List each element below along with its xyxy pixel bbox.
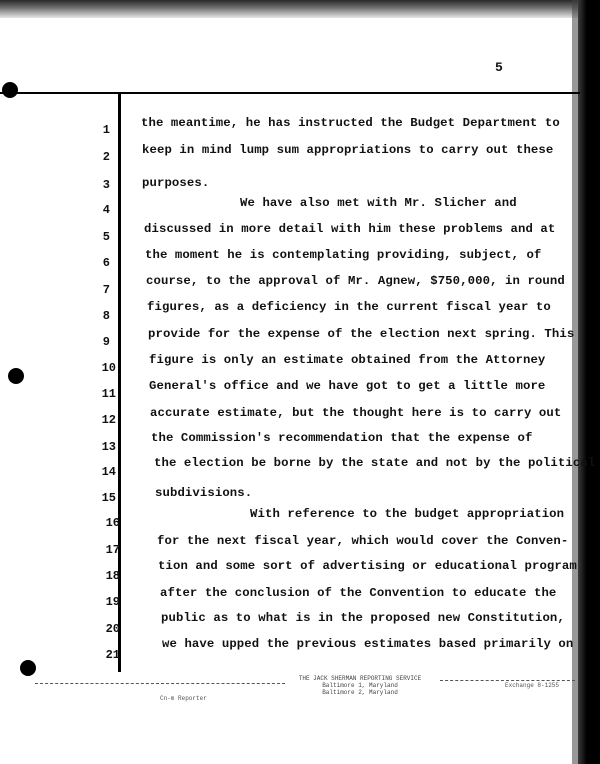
scan-top-edge [0, 0, 600, 18]
margin-rule [118, 92, 121, 672]
footer-phone: Exchange 8-1255 [505, 682, 560, 689]
line-number: 14 [101, 465, 116, 479]
text-line: the election be borne by the state and not by the political [154, 456, 596, 470]
line-number: 6 [102, 256, 110, 270]
text-line: the Commission's recommendation that the expense of [151, 431, 533, 445]
punch-hole-top [2, 82, 18, 98]
line-number: 11 [101, 387, 116, 401]
text-line: figures, as a deficiency in the current fiscal year to [147, 300, 551, 314]
text-line: purposes. [142, 176, 210, 190]
text-line: We have also met with Mr. Slicher and [240, 196, 517, 210]
text-line: General's office and we have got to get a little more [149, 379, 546, 393]
text-line: figure is only an estimate obtained from the Attorney [149, 353, 546, 367]
text-line: the moment he is contemplating providing, subject, of [145, 248, 542, 262]
footer-left-text: Cn-m Reporter [160, 695, 207, 702]
text-line: subdivisions. [155, 486, 253, 500]
page-number: 5 [495, 60, 503, 75]
line-number: 4 [102, 203, 110, 217]
line-number: 7 [102, 283, 110, 297]
text-line: course, to the approval of Mr. Agnew, $750,000, in round [146, 274, 565, 288]
line-number: 15 [101, 491, 116, 505]
line-number: 2 [102, 150, 110, 164]
line-number: 13 [101, 440, 116, 454]
scan-right-edge [578, 0, 600, 764]
text-line: public as to what is in the proposed new Constitution, [161, 611, 565, 625]
text-line: tion and some sort of advertising or educational program [158, 559, 577, 573]
footer-company: THE JACK SHERMAN REPORTING SERVICE [298, 675, 422, 682]
text-line: we have upped the previous estimates based primarily on [162, 637, 574, 651]
text-line: after the conclusion of the Convention to educate the [160, 586, 557, 600]
line-number: 10 [101, 361, 116, 375]
line-number: 17 [105, 543, 120, 557]
text-line: discussed in more detail with him these problems and at [144, 222, 556, 236]
punch-hole-middle [8, 368, 24, 384]
text-line: accurate estimate, but the thought here is to carry out [150, 406, 562, 420]
header-rule [0, 92, 580, 94]
punch-hole-bottom [20, 660, 36, 676]
footer-address-2: Baltimore 2, Maryland [322, 689, 398, 696]
text-line: the meantime, he has instructed the Budget Department to [141, 116, 560, 130]
text-line: for the next fiscal year, which would cover the Conven- [157, 534, 569, 548]
line-number: 3 [102, 178, 110, 192]
line-number: 5 [102, 230, 110, 244]
line-number: 18 [105, 569, 120, 583]
line-number: 12 [101, 413, 116, 427]
footer-address-1: Baltimore 1, Maryland [322, 682, 398, 689]
text-line: provide for the expense of the election next spring. This [148, 327, 575, 341]
text-line: keep in mind lump sum appropriations to carry out these [142, 143, 554, 157]
footer-rule-left [35, 683, 285, 685]
line-number: 16 [105, 516, 120, 530]
line-number: 9 [102, 335, 110, 349]
line-number: 8 [102, 309, 110, 323]
footer-letterhead [280, 675, 440, 696]
line-number: 1 [102, 123, 110, 137]
line-number: 20 [105, 622, 120, 636]
text-line: With reference to the budget appropriation [250, 507, 565, 521]
line-number: 21 [105, 648, 120, 662]
line-number: 19 [105, 595, 120, 609]
